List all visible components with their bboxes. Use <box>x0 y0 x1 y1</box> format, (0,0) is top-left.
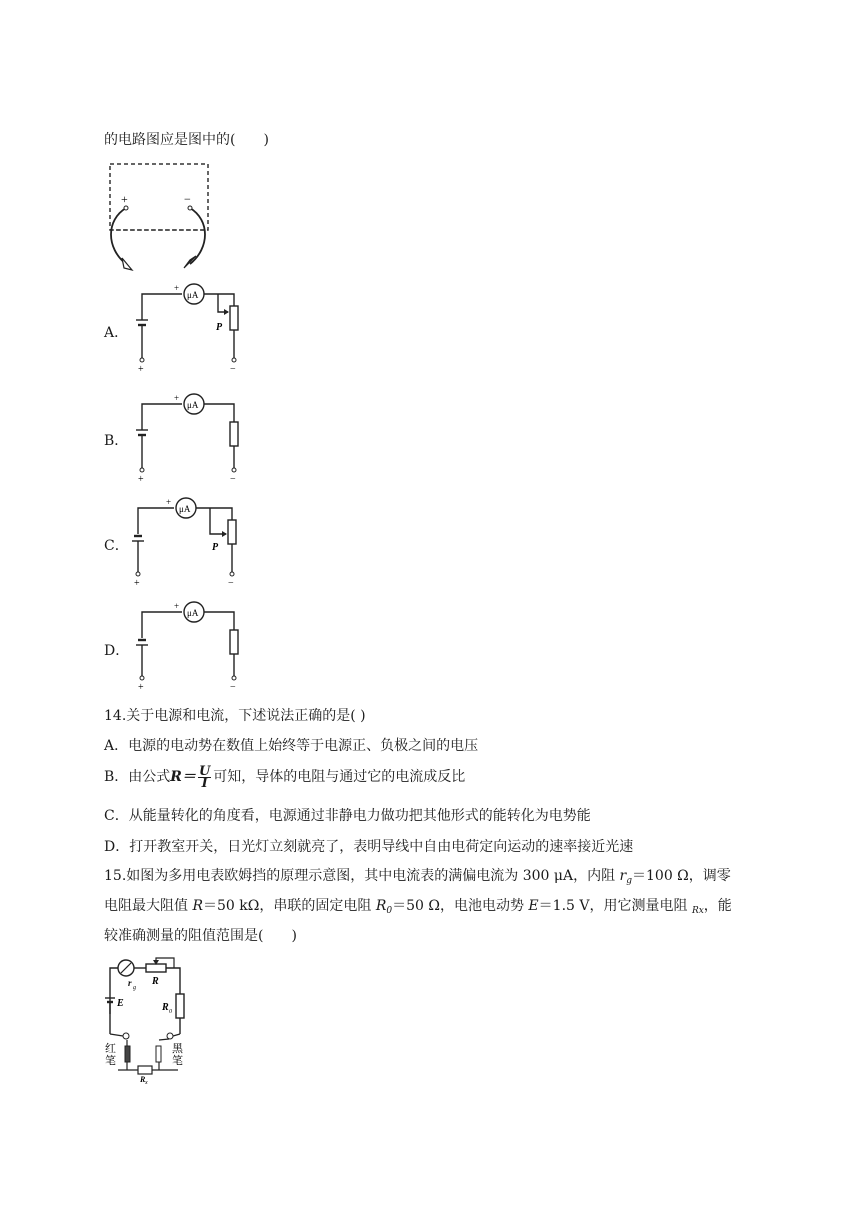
q15-l2-R0-sub: 0 <box>386 906 393 916</box>
q14-b-prefix: B．由公式 <box>104 769 171 785</box>
q15-l2-R: R <box>192 898 203 914</box>
q15-l2-e: ，能 <box>703 898 732 914</box>
q13-a-slider: P <box>216 322 223 333</box>
q15-l2-d: ＝1.5 V，用它测量电阻 <box>538 898 692 914</box>
q13-option-c-circuit <box>126 494 246 589</box>
q13-option-a-label[interactable]: A． <box>104 325 129 341</box>
q15-fig-rg: r <box>128 978 132 988</box>
q13-fig-plus: + <box>121 192 128 206</box>
q13-d-meter-label: μA <box>187 608 199 618</box>
q13-d-meter-plus: + <box>174 601 180 611</box>
q15-ohmmeter-circuit <box>104 954 194 1084</box>
q13-fig-minus: − <box>184 192 191 206</box>
q13-option-d-label[interactable]: D． <box>104 643 130 659</box>
q15-l2-a: 电阻最大阻值 <box>104 898 193 914</box>
q13-b-meter-plus: + <box>174 393 180 403</box>
q15-fig-black2: 笔 <box>172 1055 183 1067</box>
q13-b-terminal-plus: + <box>138 474 144 485</box>
q14-b-denominator: I <box>201 775 208 791</box>
q15-fig-R0-sub: 0 <box>169 1009 172 1015</box>
q13-c-meter-label: μA <box>179 504 191 514</box>
q15-fig-red: 红 <box>105 1043 116 1055</box>
q13-option-b-circuit <box>130 390 250 485</box>
q13-a-meter-plus: + <box>174 283 180 293</box>
q15-fig-E: E <box>117 998 124 1009</box>
q15-l2-E: E <box>528 898 539 914</box>
q13-option-b-label[interactable]: B． <box>104 433 129 449</box>
q13-d-terminal-plus: + <box>138 682 144 693</box>
q13-a-meter-label: μA <box>187 290 199 300</box>
q15-l2-R0: R <box>375 898 387 914</box>
q13-a-terminal-plus: + <box>138 364 144 375</box>
q15-fig-black: 黑 <box>172 1043 183 1055</box>
q15-fig-red2: 笔 <box>105 1055 116 1067</box>
q14-stem: 14.关于电源和电流，下述说法正确的是( ) <box>104 708 366 724</box>
q13-a-terminal-minus: − <box>230 364 236 375</box>
q13-d-terminal-minus: − <box>230 682 236 693</box>
q14-option-d[interactable]: D．打开教室开关，日光灯立刻就亮了，表明导线中自由电荷定向运动的速率接近光速 <box>104 839 634 855</box>
q15-line-1 <box>104 866 731 891</box>
q14-option-b[interactable] <box>104 762 465 792</box>
q15-fig-R: R <box>152 976 159 987</box>
q13-c-meter-plus: + <box>166 497 172 507</box>
q13-option-a-circuit <box>130 280 250 375</box>
q15-fig-Rx-sub: x <box>145 1080 148 1084</box>
q13-b-meter-label: μA <box>187 400 199 410</box>
q13-c-terminal-plus: + <box>134 578 140 589</box>
q15-l2-c: ＝50 Ω，电池电动势 <box>392 898 529 914</box>
q13-option-c-label[interactable]: C． <box>104 538 129 554</box>
q13-c-terminal-minus: − <box>228 578 234 589</box>
q13-stem-tail: 的电路图应是图中的( ) <box>104 132 269 148</box>
q15-fig-rg-sub: g <box>133 985 136 991</box>
q14-option-a[interactable]: A．电源的电动势在数值上始终等于电源正、负极之间的电压 <box>104 738 479 754</box>
q15-line-2 <box>104 896 732 921</box>
q14-b-fraction <box>198 763 211 791</box>
q14-option-c[interactable]: C．从能量转化的角度看，电源通过非静电力做功把其他形式的能转化为电势能 <box>104 808 591 824</box>
q13-option-d-circuit <box>130 598 250 693</box>
q14-b-numerator: U <box>198 763 211 779</box>
q15-l2-b: ＝50 kΩ，串联的固定电阻 <box>203 898 376 914</box>
q15-line-3: 较准确测量的阻值范围是( ) <box>104 928 297 944</box>
q15-fig-R0: R <box>162 1002 169 1013</box>
q13-meter-figure <box>104 160 214 275</box>
q15-fig-Rx: R <box>140 1075 146 1084</box>
q15-l2-Rx-sub: Rx <box>691 906 704 916</box>
q15-l1-rg: r <box>619 868 627 884</box>
q13-b-terminal-minus: − <box>230 474 236 485</box>
q14-b-suffix: 可知，导体的电阻与通过它的电流成反比 <box>213 769 466 785</box>
q15-l1-rg-sub: g <box>626 876 633 886</box>
q15-l1-b: ＝100 Ω，调零 <box>632 868 731 884</box>
q13-c-slider: P <box>212 542 219 553</box>
q14-b-formula-left: R＝ <box>170 769 196 785</box>
q15-l1-a: 15.如图为多用电表欧姆挡的原理示意图，其中电流表的满偏电流为 300 μA，内阻 <box>104 868 620 884</box>
